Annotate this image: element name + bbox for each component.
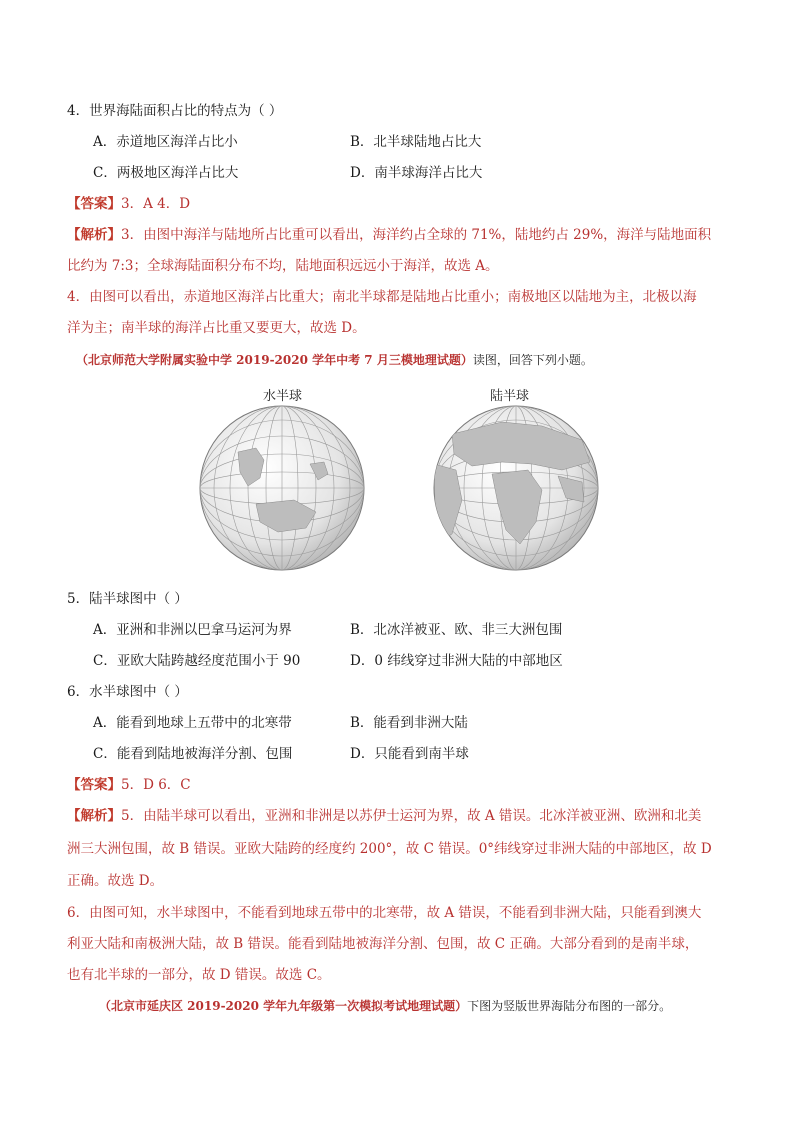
source-2 xyxy=(99,996,671,1016)
source-1-title: （北京师范大学附属实验中学 2019-2020 学年中考 7 月三模地理试题） xyxy=(76,353,473,367)
q4-stem: 4．世界海陆面积占比的特点为（ ） xyxy=(67,103,283,119)
q5-stem: 5．陆半球图中（ ） xyxy=(67,591,188,607)
q6-option-d: D．只能看到南半球 xyxy=(350,746,469,762)
analysis-label: 【解析】 xyxy=(67,227,121,243)
q4-option-d: D．南半球海洋占比大 xyxy=(350,165,483,181)
source-1-note: 读图，回答下列小题。 xyxy=(472,353,593,367)
q5-option-c: C．亚欧大陆跨越经度范围小于 90 xyxy=(93,653,301,669)
answer-text: 5．D 6．C xyxy=(121,777,191,793)
analysis-2-line-3: 正确。故选 D。 xyxy=(67,873,164,889)
analysis-2-line-4: 6．由图可知，水半球图中，不能看到地球五带中的北寒带，故 A 错误，不能看到非洲大陆，只能看到澳大 xyxy=(67,905,702,921)
source-2-note: 下图为竖版世界海陆分布图的一部分。 xyxy=(467,999,672,1013)
answer-block-2 xyxy=(67,775,191,795)
q6-stem: 6．水半球图中（ ） xyxy=(67,684,188,700)
analysis-2-line-2: 洲三大洲包围，故 B 错误。亚欧大陆跨的经度约 200°，故 C 错误。0°纬线穿过非洲大陆的中部地区，故 D xyxy=(67,841,712,857)
analysis-1-line-4: 洋为主；南半球的海洋占比重又要更大，故选 D。 xyxy=(67,320,366,336)
analysis-2-line-5: 利亚大陆和南极洲大陆，故 B 错误。能看到陆地被海洋分割、包围，故 C 正确。大部分看到的是南半球， xyxy=(67,936,699,952)
land-hemisphere-title: 陆半球 xyxy=(490,389,530,404)
q6-option-c: C．能看到陆地被海洋分割、包围 xyxy=(93,746,293,762)
analysis-label: 【解析】 xyxy=(67,808,121,824)
land-hemisphere-globe xyxy=(432,404,600,572)
answer-label: 【答案】 xyxy=(67,196,121,212)
analysis-2-line-6: 也有北半球的一部分，故 D 错误。故选 C。 xyxy=(67,967,331,983)
analysis-1-line-3: 4．由图可以看出，赤道地区海洋占比重大；南北半球都是陆地占比重小；南极地区以陆地为主，北极以海 xyxy=(67,289,697,305)
source-1 xyxy=(76,350,593,370)
answer-block-1 xyxy=(67,194,190,214)
q5-option-a: A．亚洲和非洲以巴拿马运河为界 xyxy=(93,622,292,638)
q6-option-a: A．能看到地球上五带中的北寒带 xyxy=(93,715,292,731)
q4-option-b: B．北半球陆地占比大 xyxy=(350,134,482,150)
analysis-2-line-1 xyxy=(67,806,701,826)
analysis-1-text-1: 3．由图中海洋与陆地所占比重可以看出，海洋约占全球的 71%，陆地约占 29%，海洋与陆地面积 xyxy=(121,227,712,243)
analysis-2-text-1: 5．由陆半球可以看出，亚洲和非洲是以苏伊士运河为界，故 A 错误。北冰洋被亚洲、欧洲和北美 xyxy=(121,808,702,824)
answer-text: 3．A 4．D xyxy=(121,196,191,212)
water-hemisphere-globe xyxy=(198,404,366,572)
water-hemisphere-title: 水半球 xyxy=(263,389,303,404)
analysis-1-line-1 xyxy=(67,225,711,245)
q4-option-a: A．赤道地区海洋占比小 xyxy=(93,134,238,150)
source-2-title: （北京市延庆区 2019-2020 学年九年级第一次模拟考试地理试题） xyxy=(99,999,468,1013)
q5-option-d: D．0 纬线穿过非洲大陆的中部地区 xyxy=(350,653,563,669)
q6-option-b: B．能看到非洲大陆 xyxy=(350,715,468,731)
q4-option-c: C．两极地区海洋占比大 xyxy=(93,165,239,181)
answer-label: 【答案】 xyxy=(67,777,121,793)
q5-option-b: B．北冰洋被亚、欧、非三大洲包围 xyxy=(350,622,563,638)
analysis-1-line-2: 比约为 7:3；全球海陆面积分布不均，陆地面积远远小于海洋，故选 A。 xyxy=(67,258,499,274)
